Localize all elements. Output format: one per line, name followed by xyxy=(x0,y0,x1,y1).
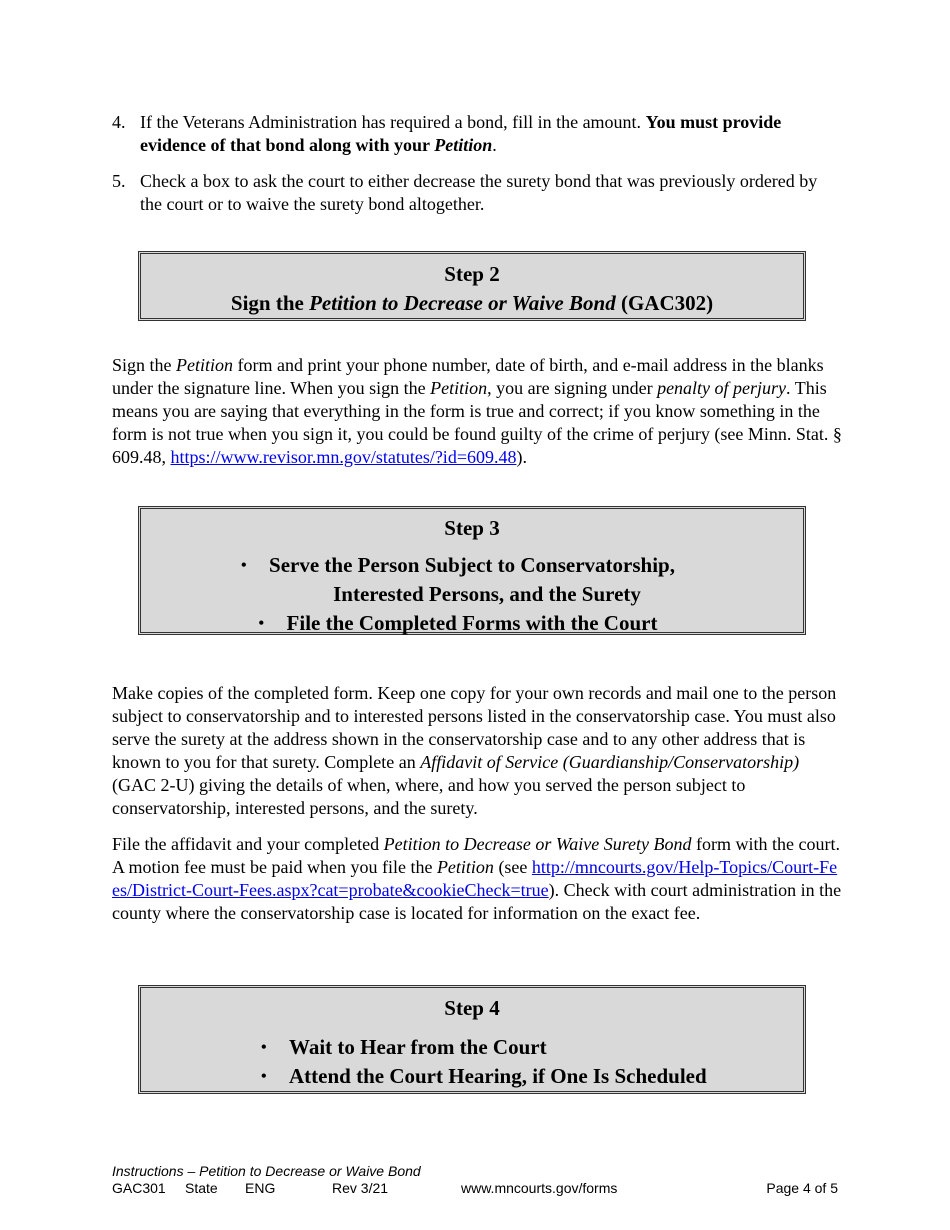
step-4-bullet-2: Attend the Court Hearing, if One Is Scheduled xyxy=(289,1064,707,1088)
italic-run: Petition xyxy=(430,378,488,398)
text-run: (GAC 2-U) giving the details of when, where, and how you served the person subject to conservatorship, interested persons, and the surety. xyxy=(112,775,746,818)
text-run: Sign the xyxy=(112,355,177,375)
text-run: File the affidavit and your completed xyxy=(112,834,384,854)
copies-paragraph xyxy=(112,682,842,820)
text-run: (see xyxy=(493,857,532,877)
bullet-icon: • xyxy=(258,615,265,632)
step-2-subtitle xyxy=(141,289,803,318)
footer-url: www.mncourts.gov/forms xyxy=(461,1180,618,1196)
bullet-icon: • xyxy=(261,1039,267,1056)
footer-state: State xyxy=(185,1180,218,1196)
step-3-bullet-1-line-1: Serve the Person Subject to Conservatorship, xyxy=(269,553,675,577)
statute-link[interactable]: https://www.revisor.mn.gov/statutes/?id=609.48 xyxy=(170,447,517,467)
footer-revision: Rev 3/21 xyxy=(332,1180,389,1196)
file-paragraph xyxy=(112,833,842,925)
italic-run: Petition to Decrease or Waive Surety Bond xyxy=(383,834,692,854)
sign-paragraph xyxy=(112,354,842,469)
text-run: , you are signing under xyxy=(487,378,658,398)
bullet-icon: • xyxy=(241,557,247,574)
list-item-5 xyxy=(112,170,842,216)
item-4-bold: You must provide evidence of that bond along with your xyxy=(140,112,782,155)
step-3-box xyxy=(138,506,806,635)
step-3-bullet-1-line-2: Interested Persons, and the Surety xyxy=(333,582,641,606)
step-3-title: Step 3 xyxy=(444,516,500,540)
text-run: ). Check with court administration in the county where the conservatorship case is located for information on the exact fee. xyxy=(112,880,842,923)
step-4-bullet-1: Wait to Hear from the Court xyxy=(289,1035,547,1059)
text-run: . This means you are saying that everything in the form is true and correct; if you know something in the form is not true when you sign it, you could be found guilty of the crime of perjury (see Minn. Stat. § 609.48, xyxy=(112,378,842,467)
italic-run: penalty of perjury xyxy=(657,378,787,398)
italic-run: Petition xyxy=(176,355,234,375)
list-number: 5. xyxy=(112,171,126,191)
step-2-box xyxy=(138,251,806,321)
step-2-title: Step 2 xyxy=(444,262,500,286)
text-run: Make copies of the completed form. Keep one copy for your own records and mail one to the person subject to conservatorship and to interested persons listed in the conservatorship case. You must also serve the surety at the address shown in the conservatorship case and to any other address that is known to you for that surety. Complete an xyxy=(112,683,837,772)
page-footer xyxy=(112,1163,842,1197)
step-3-bullet-2: File the Completed Forms with the Court xyxy=(286,611,658,635)
bullet-icon: • xyxy=(261,1068,267,1085)
step-4-title: Step 4 xyxy=(444,996,500,1020)
item-4-end: . xyxy=(492,135,497,155)
text-run: ). xyxy=(516,447,527,467)
footer-language: ENG xyxy=(245,1180,276,1196)
list-item-4 xyxy=(112,111,842,157)
step-2-sub-italic: Petition to Decrease or Waive Bond xyxy=(309,291,616,315)
text-run: form with the court. A motion fee must be paid when you file the xyxy=(112,834,840,877)
italic-run: Affidavit of Service (Guardianship/Conservatorship) xyxy=(420,752,800,772)
list-number: 4. xyxy=(112,112,126,132)
court-fees-link[interactable]: http://mncourts.gov/Help-Topics/Court-Fees/District-Court-Fees.aspx?cat=probate&cookieCheck=true xyxy=(112,857,838,900)
footer-form-number: GAC301 xyxy=(112,1180,166,1196)
footer-title: Instructions – Petition to Decrease or Waive Bond xyxy=(112,1163,421,1179)
italic-run: Petition xyxy=(436,857,494,877)
step-2-sub-a: Sign the xyxy=(230,291,310,315)
step-4-box xyxy=(138,985,806,1094)
footer-page-number: Page 4 of 5 xyxy=(766,1180,838,1196)
step-2-sub-b: (GAC302) xyxy=(615,291,714,315)
item-4-text: If the Veterans Administration has required a bond, fill in the amount. xyxy=(140,112,646,132)
item-5-text: Check a box to ask the court to either decrease the surety bond that was previously ordered by the court or to waive the surety bond altogether. xyxy=(140,171,818,214)
text-run: form and print your phone number, date of birth, and e-mail address in the blanks under the signature line. When you sign the xyxy=(112,355,824,398)
item-4-bold-italic: Petition xyxy=(434,135,493,155)
